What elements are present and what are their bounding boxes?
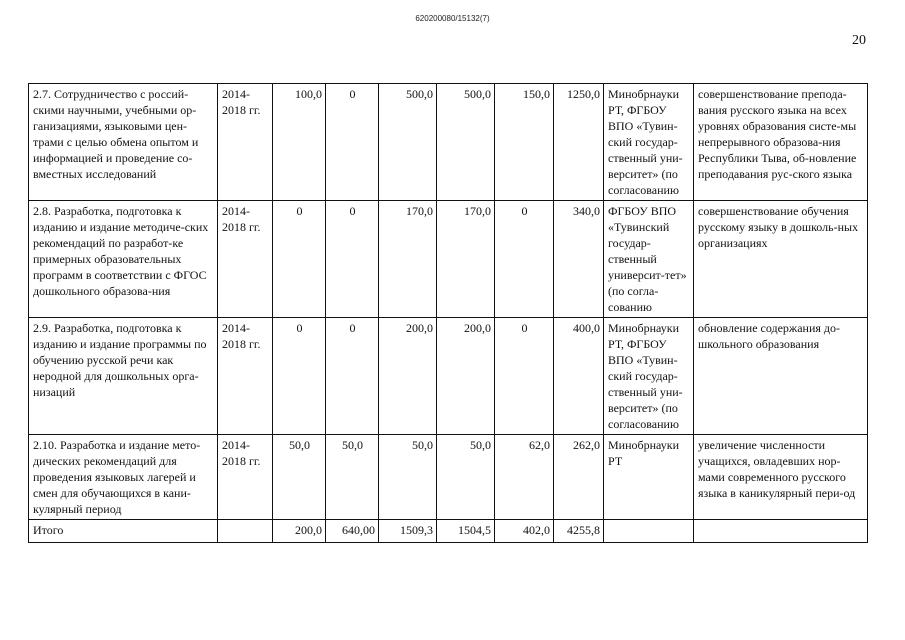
value-2017-cell: 200,0	[437, 318, 495, 435]
table-row	[29, 201, 868, 318]
total-2017-cell: 1504,5	[437, 520, 495, 543]
total-cell: 1250,0	[554, 84, 604, 201]
totals-label-cell: Итого	[29, 520, 218, 543]
value-2014-cell: 0	[273, 318, 326, 435]
page-number: 20	[852, 33, 866, 48]
table-row	[29, 84, 868, 201]
executor-cell: ФГБОУ ВПО «Тувинский государ-ственный университ-тет» (по согла-сованию	[604, 201, 694, 318]
value-2017-cell: 170,0	[437, 201, 495, 318]
executor-cell: Минобрнауки РТ, ФГБОУ ВПО «Тувин-ский государ-ственный уни-верситет» (по согласованию	[604, 84, 694, 201]
value-2015-cell: 0	[326, 84, 379, 201]
value-2016-cell: 50,0	[379, 435, 437, 520]
value-2014-cell: 0	[273, 201, 326, 318]
value-2016-cell: 170,0	[379, 201, 437, 318]
totals-row	[29, 520, 868, 543]
executor-cell	[604, 520, 694, 543]
document-id: 620200080/15132(7)	[415, 14, 490, 23]
value-2017-cell: 50,0	[437, 435, 495, 520]
measure-name-cell: 2.9. Разработка, подготовка к изданию и издание программы по обучению русской речи как неродной для дошкольных орга-низаций	[29, 318, 218, 435]
period-cell: 2014-2018 гг.	[218, 201, 273, 318]
measure-name-cell: 2.8. Разработка, подготовка к изданию и издание методиче-ских рекомендаций по разработ-ке примерных образовательных программ в соответствии с ФГОС дошкольного образова-ния	[29, 201, 218, 318]
measure-name-cell: 2.7. Сотрудничество с россий-скими научными, учебными ор-ганизациями, языковыми цен-трами с целью обмена опытом и информацией и проведение со-вместных исследований	[29, 84, 218, 201]
result-cell	[694, 520, 868, 543]
total-2015-cell: 640,00	[326, 520, 379, 543]
value-2017-cell: 500,0	[437, 84, 495, 201]
value-2016-cell: 500,0	[379, 84, 437, 201]
period-cell: 2014-2018 гг.	[218, 84, 273, 201]
value-2015-cell: 0	[326, 201, 379, 318]
total-2018-cell: 402,0	[495, 520, 554, 543]
value-2014-cell: 50,0	[273, 435, 326, 520]
period-cell	[218, 520, 273, 543]
grand-total-cell: 4255,8	[554, 520, 604, 543]
total-2016-cell: 1509,3	[379, 520, 437, 543]
value-2015-cell: 50,0	[326, 435, 379, 520]
value-2018-cell: 150,0	[495, 84, 554, 201]
result-cell: обновление содержания до-школьного образования	[694, 318, 868, 435]
value-2018-cell: 0	[495, 318, 554, 435]
total-2014-cell: 200,0	[273, 520, 326, 543]
result-cell: увеличение численности учащихся, овладевших нор-мами современного русского языка в каникулярный пери-од	[694, 435, 868, 520]
table-row	[29, 318, 868, 435]
result-cell: совершенствование препода-вания русского языка на всех уровнях образования систе-мы непрерывного образова-ния Республики Тыва, об-новление преподавания рус-ского языка	[694, 84, 868, 201]
program-table	[28, 83, 868, 543]
measure-name-cell: 2.10. Разработка и издание мето-дических рекомендаций для проведения языковых лагерей и смен для обучающихся в кани-кулярный период	[29, 435, 218, 520]
period-cell: 2014-2018 гг.	[218, 318, 273, 435]
value-2018-cell: 62,0	[495, 435, 554, 520]
value-2018-cell: 0	[495, 201, 554, 318]
value-2016-cell: 200,0	[379, 318, 437, 435]
total-cell: 340,0	[554, 201, 604, 318]
total-cell: 400,0	[554, 318, 604, 435]
executor-cell: Минобрнауки РТ, ФГБОУ ВПО «Тувин-ский государ-ственный уни-верситет» (по согласованию	[604, 318, 694, 435]
total-cell: 262,0	[554, 435, 604, 520]
value-2014-cell: 100,0	[273, 84, 326, 201]
value-2015-cell: 0	[326, 318, 379, 435]
table-row	[29, 435, 868, 520]
result-cell: совершенствование обучения русскому языку в дошколь-ных организациях	[694, 201, 868, 318]
period-cell: 2014-2018 гг.	[218, 435, 273, 520]
executor-cell: Минобрнауки РТ	[604, 435, 694, 520]
